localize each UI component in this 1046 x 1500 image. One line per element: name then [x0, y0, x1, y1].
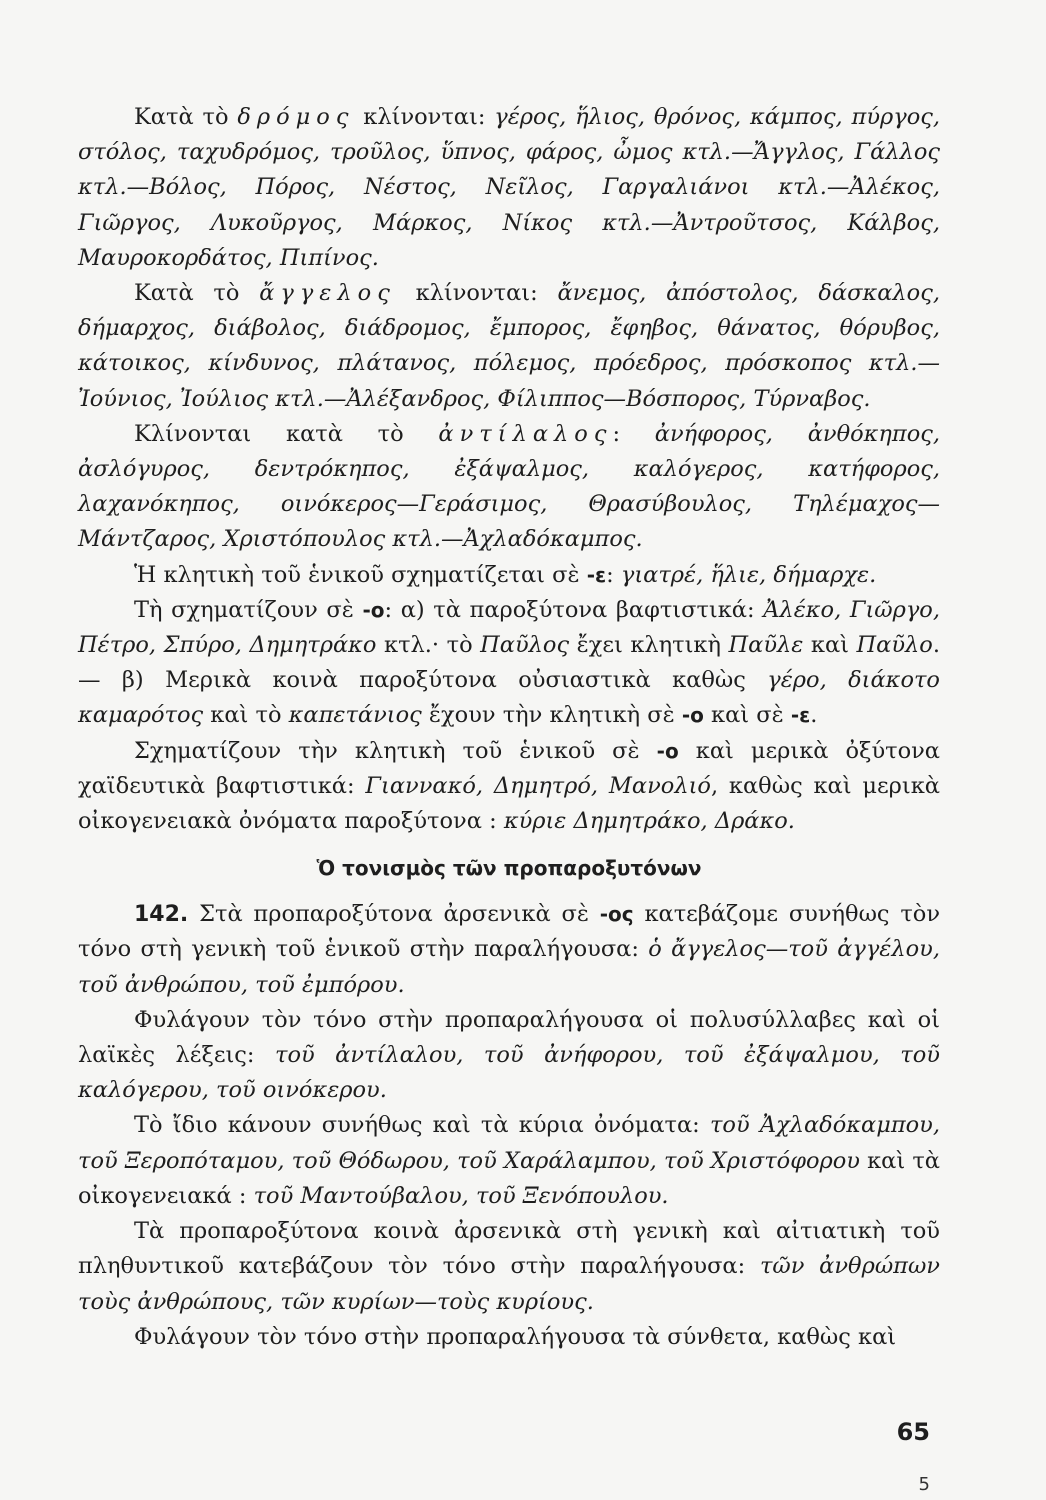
keyword-angelos: ἄγγελος	[259, 280, 396, 307]
text: ἔχει κλητικὴ	[569, 632, 729, 659]
text: , καθὼς καὶ μερικὰ οἰκογενειακὰ ὀνόματα παροξύτονα :	[78, 772, 940, 835]
example: καπετάνιος	[288, 702, 422, 729]
paragraph-vocative	[78, 558, 940, 593]
example: Παῦλος	[480, 632, 570, 659]
paragraph-142	[78, 897, 940, 1003]
example-list: γιατρέ, ἥλιε, δήμαρχε.	[620, 561, 877, 588]
page-number: 65	[896, 1418, 930, 1446]
text: :	[612, 420, 655, 447]
page-body	[78, 100, 940, 1355]
text: Κατὰ τὸ	[134, 280, 260, 307]
example-list: Γιαννακό, Δημητρό, Μανολιό	[365, 772, 711, 799]
paragraph-antilalos	[78, 417, 940, 558]
text: καὶ τὰ οἰκογενειακά :	[78, 1147, 940, 1209]
keyword-antilalos: ἀντίλαλος	[438, 420, 613, 447]
paragraph-keep-accent	[78, 1003, 940, 1109]
suffix-o: -ο	[362, 597, 385, 622]
suffix-os: -ος	[599, 902, 634, 927]
text: : α) τὰ παροξύτονα βαφτιστικά:	[384, 596, 764, 623]
example: Παῦλο	[856, 632, 933, 659]
suffix-e: -ε	[586, 562, 607, 587]
example-list: γέρο, διάκοτο καμαρότος	[78, 667, 940, 729]
text: καὶ	[803, 632, 857, 659]
text: κτλ.· τὸ	[376, 632, 481, 659]
paragraph-compounds	[78, 1320, 940, 1355]
text: Φυλάγουν τὸν τόνο στὴν προπαραλήγουσα οἱ πολυσύλλαβες καὶ οἱ λαϊκὲς λέξεις:	[78, 1006, 940, 1069]
text: καὶ σὲ	[703, 702, 791, 729]
text: Τὴ σχηματίζουν σὲ	[134, 596, 363, 623]
keyword-dromos: δρόμος	[237, 104, 355, 130]
text: Σχηματίζουν τὴν κλητικὴ τοῦ ἑνικοῦ σὲ	[134, 737, 657, 764]
suffix-o: -ο	[681, 703, 704, 728]
paragraph-angelos	[78, 276, 940, 417]
example-list: ἀνήφορος, ἀνθόκηπος, ἀσλόγυρος, δεντρόκηπος, ἐξάψαλμος, καλόγερος, κατήφορος, λαχανόκηπος, οινόκερος—Γεράσιμος, Θρασύβουλος, Τηλέμαχος—Μάντζαρος, Χριστόπουλος κτλ.—Ἀχλαδόκαμπος.	[78, 420, 941, 553]
text: Φυλάγουν τὸν τόνο στὴν προπαραλήγουσα τὰ σύνθετα, καθὼς καὶ	[134, 1323, 897, 1350]
example-list: ἄνεμος, ἀπόστολος, δάσκαλος, δήμαρχος, διάβολος, διάδρομος, ἔμπορος, ἔφηβος, θάνατος, θόρυβος, κάτοικος, κίνδυνος, πλάτανος, πόλεμος, πρόεδρος, πρόσκοπος κτλ.—Ἰούνιος, Ἰούλιος κτλ.—Ἀλέξανδρος, Φίλιππος—Βόσπορος, Τύρναβος.	[78, 280, 940, 412]
paragraph-dromos	[78, 100, 940, 276]
text: καὶ μερικὰ ὀξύτονα χαϊδευτικὰ βαφτιστικά:	[78, 737, 940, 799]
example-list: τοῦ ἀντίλαλου, τοῦ ἀνήφορου, τοῦ ἐξάψαλμου, τοῦ καλόγερου, τοῦ οινόκερου.	[78, 1042, 940, 1104]
text: Τὰ προπαροξύτονα κοινὰ ἀρσενικὰ στὴ γενικὴ καὶ αἰτιατικὴ τοῦ πληθυντικοῦ κατεβάζουν τὸν τόνο στὴν παραλήγουσα:	[78, 1218, 940, 1280]
example-list: γέρος, ἥλιος, θρόνος, κάμπος, πύργος, στόλος, ταχυδρόμος, τροῦλος, ὕπνος, φάρος, ὦμος κτλ.—Ἄγγλος, Γάλλος κτλ.—Βόλος, Πόρος, Νέστος, Νεῖλος, Γαργαλιάνοι κτλ.—Ἀλέκος, Γιῶργος, Λυκοῦργος, Μάρκος, Νίκος κτλ.—Ἀντροῦτσος, Κάλβος, Μαυροκορδάτος, Πιπίνος.	[78, 104, 940, 271]
text: .	[810, 702, 818, 729]
example-list: ὁ ἄγγελος—τοῦ ἀγγέλου, τοῦ ἀνθρώπου, τοῦ ἐμπόρου.	[78, 936, 940, 998]
section-number: 142.	[134, 902, 189, 928]
text: Τὸ ἴδιο κάνουν συνήθως καὶ τὰ κύρια ὀνόματα:	[134, 1112, 710, 1139]
example-list: τῶν ἀνθρώπων τοὺς ἀνθρώπους, τῶν κυρίων—τοὺς κυρίους.	[78, 1253, 940, 1315]
example-list: κύριε Δημητράκο, Δράκο.	[503, 808, 795, 835]
example: Παῦλε	[728, 632, 804, 659]
suffix-o: -ο	[656, 738, 679, 763]
text: Κλίνονται κατὰ τὸ	[134, 420, 439, 447]
example-list: τοῦ Μαντούβαλου, τοῦ Ξενόπουλου.	[253, 1182, 669, 1209]
paragraph-proper-names	[78, 1108, 940, 1214]
section-heading: Ὁ τονισμὸς τῶν προπαροξυτόνων	[316, 856, 702, 881]
signature-mark: 5	[918, 1474, 930, 1495]
text: .— β) Μερικὰ κοινὰ παροξύτονα οὐσιαστικὰ καθὼς	[78, 632, 940, 694]
text: Στὰ προπαροξύτονα ἀρσενικὰ σὲ	[188, 901, 600, 928]
text: κλίνονται:	[354, 104, 495, 130]
suffix-e: -ε	[790, 703, 811, 728]
text: καὶ τὸ	[203, 702, 289, 729]
paragraph-oxytone	[78, 734, 940, 840]
example-list: τοῦ Ἀχλαδόκαμπου, τοῦ Ξεροπόταμου, τοῦ Θόδωρου, τοῦ Χαράλαμπου, τοῦ Χριστόφορου	[78, 1112, 940, 1174]
paragraph-plural	[78, 1214, 940, 1320]
text: :	[606, 561, 621, 588]
text: κατεβάζομε συνήθως τὸν τόνο στὴ γενικὴ τοῦ ἑνικοῦ στὴν παραλήγουσα:	[78, 901, 940, 963]
text: ἔχουν τὴν κλητικὴ σὲ	[421, 702, 682, 729]
text: Ἡ κλητικὴ τοῦ ἑνικοῦ σχηματίζεται σὲ	[134, 561, 587, 588]
paragraph-vocative-o	[78, 593, 940, 734]
example-list: Ἀλέκο, Γιῶργο, Πέτρο, Σπύρο, Δημητράκο	[78, 596, 940, 659]
text: κλίνονται:	[395, 280, 558, 307]
text: Κατὰ τὸ	[134, 104, 238, 130]
